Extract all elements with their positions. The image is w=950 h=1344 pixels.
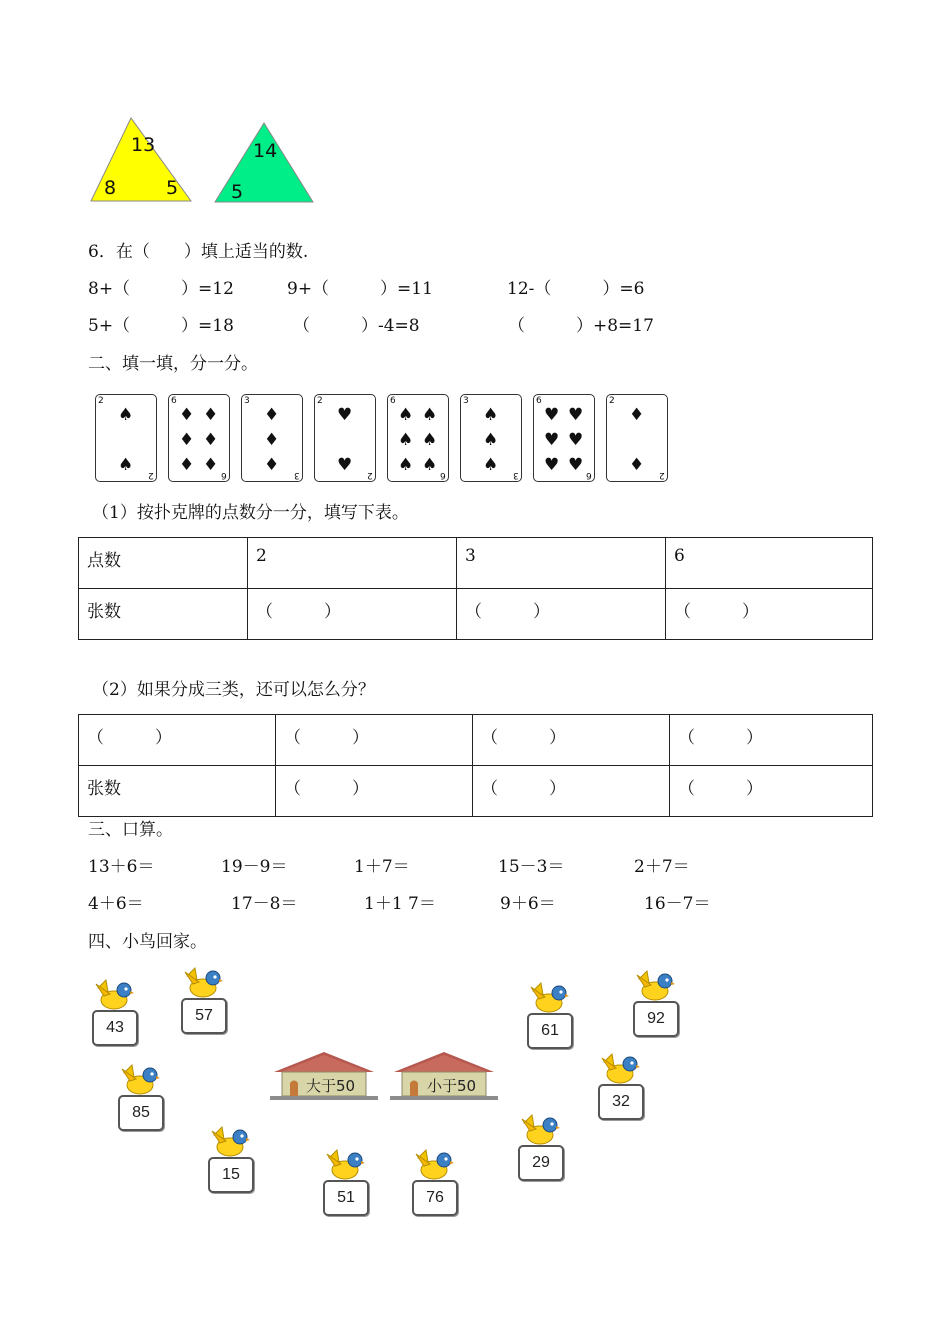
q6-r1-b: 9+（ ）=11 (287, 279, 433, 299)
house-less-label: 小于50 (427, 1077, 477, 1095)
q6-r1-a: 8+（ ）=12 (88, 279, 234, 299)
bird-number-box[interactable]: 32 (598, 1084, 644, 1120)
card-pip-icon: ♠ (483, 455, 499, 475)
cell-header-3: 3 (457, 538, 666, 589)
card-pip-icon: ♦ (179, 455, 195, 475)
card-pip-icon: ♠ (422, 455, 438, 475)
table-row (79, 589, 873, 640)
triangle2-left: 5 (231, 181, 244, 203)
calc-r2-2: 17－8＝ (231, 894, 298, 914)
bird-icon (325, 1148, 365, 1184)
card-pip-icon: ♠ (422, 430, 438, 450)
cell-count-label: 张数 (79, 589, 248, 640)
q6-r2-b: （ ）-4=8 (293, 316, 420, 336)
card-pip-icon: ♥ (544, 430, 560, 450)
calc-r2-5: 16－7＝ (644, 894, 711, 914)
calc-r1-4: 15－3＝ (498, 857, 565, 877)
triangle2-top: 14 (253, 140, 278, 162)
card-pip-icon: ♦ (203, 430, 219, 450)
cell-cat-4[interactable]: （ ） (670, 715, 873, 766)
cell-count-6[interactable]: （ ） (666, 589, 873, 640)
card-6-hearts (533, 394, 595, 482)
card-pip-icon: ♦ (264, 430, 280, 450)
q6-r2-c: （ ）+8=17 (508, 316, 654, 336)
bird-number-box[interactable]: 15 (208, 1157, 254, 1193)
calc-r2-3: 1＋1 7＝ (364, 894, 436, 914)
bird-number-box[interactable]: 57 (181, 998, 227, 1034)
card-pip-icon: ♠ (398, 430, 414, 450)
cell-cat-1[interactable]: （ ） (79, 715, 276, 766)
section4-title: 四、小鸟回家。 (88, 932, 207, 952)
card-pip-icon: ♦ (264, 405, 280, 425)
triangle-green (215, 123, 313, 202)
card-index-top: 2 (98, 396, 104, 406)
calc-r1-1: 13＋6＝ (88, 857, 155, 877)
card-pip-icon: ♥ (544, 405, 560, 425)
card-6-diamonds (168, 394, 230, 482)
card-index-top: 3 (463, 396, 469, 406)
bird-number-box[interactable]: 92 (633, 1001, 679, 1037)
calc-r2-4: 9＋6＝ (500, 894, 556, 914)
bird-icon (414, 1148, 454, 1184)
q6-title: 6．在（ ）填上适当的数. (88, 242, 309, 262)
part2-title: （2）如果分成三类，还可以怎么分？ (92, 680, 375, 700)
cell-header-6: 6 (666, 538, 873, 589)
card-index-bottom: 2 (148, 470, 154, 480)
triangle1-left: 8 (104, 177, 117, 199)
card-index-top: 3 (244, 396, 250, 406)
number-triangles (88, 115, 328, 207)
card-pip-icon: ♥ (337, 405, 353, 425)
card-index-bottom: 6 (586, 470, 592, 480)
card-pip-icon: ♦ (629, 455, 645, 475)
card-pip-icon: ♠ (118, 455, 134, 475)
card-pip-icon: ♠ (483, 430, 499, 450)
card-index-bottom: 3 (294, 470, 300, 480)
card-index-bottom: 6 (440, 470, 446, 480)
card-index-bottom: 3 (513, 470, 519, 480)
bird-icon (120, 1063, 160, 1099)
calc-r1-5: 2＋7＝ (634, 857, 690, 877)
card-index-top: 2 (609, 396, 615, 406)
table-categories (78, 714, 873, 817)
card-pip-icon: ♠ (483, 405, 499, 425)
bird-icon (600, 1052, 640, 1088)
bird-icon (210, 1125, 250, 1161)
table-row (79, 715, 873, 766)
card-pip-icon: ♦ (179, 405, 195, 425)
card-index-top: 6 (536, 396, 542, 406)
calc-r2-1: 4＋6＝ (88, 894, 144, 914)
card-6-spades (387, 394, 449, 482)
calc-r1-2: 19－9＝ (221, 857, 288, 877)
section3-title: 三、口算。 (88, 820, 173, 840)
card-2-hearts (314, 394, 376, 482)
cell-count-label: 张数 (79, 766, 276, 817)
cell-count-3[interactable]: （ ） (457, 589, 666, 640)
card-index-bottom: 6 (221, 470, 227, 480)
q6-r1-c: 12-（ ）=6 (507, 279, 645, 299)
card-2-spades (95, 394, 157, 482)
card-index-bottom: 2 (367, 470, 373, 480)
cell-cat-3[interactable]: （ ） (473, 715, 670, 766)
table-row (79, 538, 873, 589)
cell-cat-count-3[interactable]: （ ） (473, 766, 670, 817)
bird-icon (635, 969, 675, 1005)
card-pip-icon: ♥ (544, 455, 560, 475)
calc-r1-3: 1＋7＝ (354, 857, 410, 877)
bird-number-box[interactable]: 43 (92, 1010, 138, 1046)
bird-number-box[interactable]: 85 (118, 1095, 164, 1131)
cell-cat-count-4[interactable]: （ ） (670, 766, 873, 817)
cell-cat-count-2[interactable]: （ ） (276, 766, 473, 817)
q6-r2-a: 5+（ ）=18 (88, 316, 234, 336)
bird-number-box[interactable]: 51 (323, 1180, 369, 1216)
cell-header-2: 2 (248, 538, 457, 589)
bird-number-box[interactable]: 76 (412, 1180, 458, 1216)
triangle1-top: 13 (131, 134, 156, 156)
card-pip-icon: ♦ (629, 405, 645, 425)
card-pip-icon: ♠ (118, 405, 134, 425)
card-index-top: 6 (171, 396, 177, 406)
card-3-spades (460, 394, 522, 482)
card-pip-icon: ♦ (203, 405, 219, 425)
bird-icon (529, 981, 569, 1017)
card-index-bottom: 2 (659, 470, 665, 480)
cell-header-points: 点数 (79, 538, 248, 589)
bird-icon (520, 1113, 560, 1149)
triangle1-right: 5 (166, 177, 179, 199)
part1-title: （1）按扑克牌的点数分一分，填写下表。 (92, 503, 409, 523)
house-greater-label: 大于50 (306, 1077, 356, 1095)
card-pip-icon: ♠ (398, 405, 414, 425)
card-pip-icon: ♥ (337, 455, 353, 475)
card-pip-icon: ♠ (398, 455, 414, 475)
card-pip-icon: ♥ (568, 430, 584, 450)
bird-icon (183, 966, 223, 1002)
cell-count-2[interactable]: （ ） (248, 589, 457, 640)
card-3-diamonds (241, 394, 303, 482)
bird-number-box[interactable]: 61 (527, 1013, 573, 1049)
table-points (78, 537, 873, 640)
bird-icon (94, 978, 134, 1014)
bird-number-box[interactable]: 29 (518, 1145, 564, 1181)
card-index-top: 6 (390, 396, 396, 406)
card-pip-icon: ♦ (264, 455, 280, 475)
card-pip-icon: ♦ (203, 455, 219, 475)
card-2-diamonds (606, 394, 668, 482)
section2-title: 二、填一填，分一分。 (88, 354, 258, 374)
cell-cat-2[interactable]: （ ） (276, 715, 473, 766)
card-pip-icon: ♠ (422, 405, 438, 425)
table-row (79, 766, 873, 817)
card-pip-icon: ♥ (568, 405, 584, 425)
card-index-top: 2 (317, 396, 323, 406)
card-pip-icon: ♦ (179, 430, 195, 450)
card-pip-icon: ♥ (568, 455, 584, 475)
